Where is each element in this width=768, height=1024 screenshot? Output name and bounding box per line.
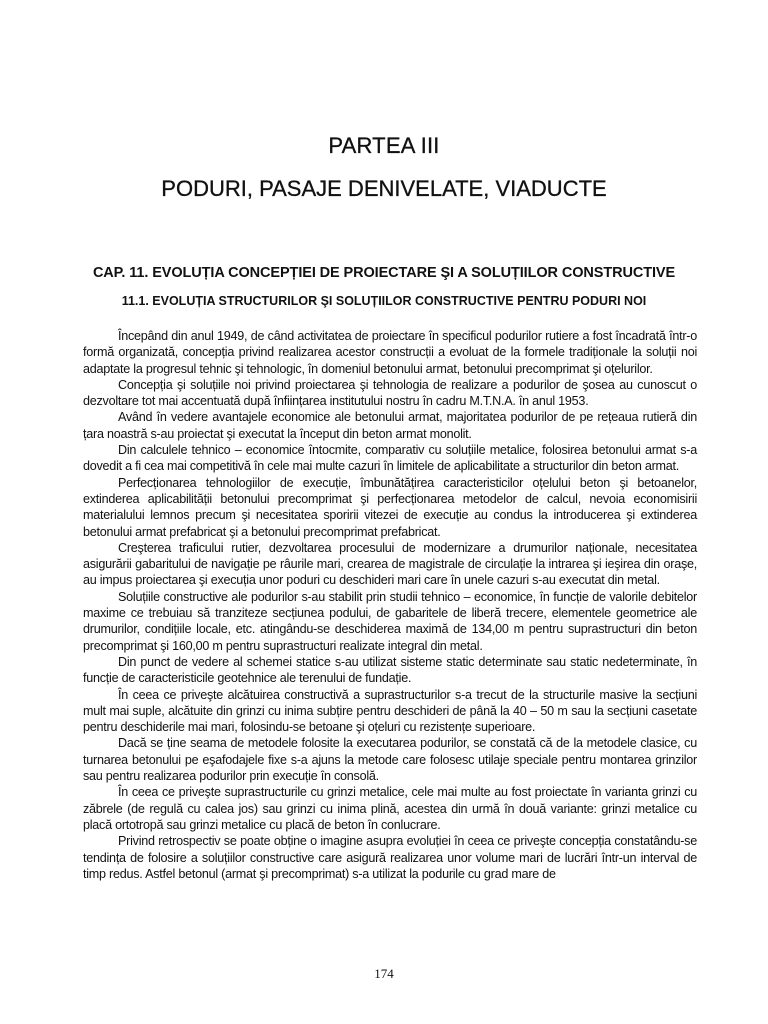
paragraph: Dacă se ține seama de metodele folosite la executarea podurilor, se constată că de la metodele clasice, cu turnarea betonului pe eşafodajele fixe s-a ajuns la metode care folosesc utilaje speciale pentru montarea grinzilor sau pentru realizarea podurilor prin execuție în consolă. bbox=[83, 736, 697, 784]
paragraph: În ceea ce priveşte alcătuirea constructivă a suprastructurilor s-a trecut de la structurile masive la secțiuni mult mai suple, alcătuite din grinzi cu inima subțire pentru deschideri de până la 40 – 50 m sau la secțiuni casetate pentru deschiderile mai mari, folosindu-se betoane şi oțeluri cu rezistențe superioare. bbox=[83, 687, 697, 735]
section-title: 11.1. EVOLUȚIA STRUCTURILOR ŞI SOLUȚIILOR CONSTRUCTIVE PENTRU PODURI NOI bbox=[121, 294, 647, 308]
paragraph: Soluțiile constructive ale podurilor s-au stabilit prin studii tehnico – economice, în funcție de valorile debitelor maxime ce trebuiau să tranziteze secțiunea podului, de gabaritele de liberă trecere, elementele geometrice ale drumurilor, condițiile locale, etc. atingându-se deschiderea maximă de 134,00 m pentru suprastructuri din beton precomprimat şi 160,00 m pentru suprastructuri realizate integral din metal. bbox=[83, 589, 697, 653]
chapter-title: CAP. 11. EVOLUȚIA CONCEPȚIEI DE PROIECTARE ŞI A SOLUȚIILOR CONSTRUCTIVE bbox=[92, 265, 676, 281]
paragraph: Având în vedere avantajele economice ale betonului armat, majoritatea podurilor de pe rețeaua rutieră din țara noastră s-au proiectat şi executat la început din beton armat monolit. bbox=[83, 410, 697, 441]
paragraph: Concepția şi soluțiile noi privind proiectarea şi tehnologia de realizare a podurilor de şosea au cunoscut o dezvoltare tot mai accentuată după înființarea institutului nostru în cadru M.T.N.A. în anul 1953. bbox=[83, 377, 697, 409]
part-subtitle: PODURI, PASAJE DENIVELATE, VIADUCTE bbox=[161, 176, 607, 201]
page-number: 174 bbox=[374, 966, 394, 981]
paragraph: Perfecționarea tehnologiilor de execuție, îmbunătățirea caracteristicilor oțelului beton şi betoanelor, extinderea aplicabilității betonului precomprimat şi perfecționarea metodelor de calcul, nevoia economisirii materialului lemnos precum şi necesitatea sporirii vitezei de execuție au condus la introducerea şi extinderea betonului armat prefabricat şi a betonului precomprimat prefabricat. bbox=[83, 475, 697, 539]
paragraph: Creşterea traficului rutier, dezvoltarea procesului de modernizare a drumurilor naționale, necesitatea asigurării gabaritului de navigație pe râurile mari, crearea de magistrale de circulație la intrarea şi ieşirea din oraşe, au impus proiectarea şi execuția unor poduri cu deschideri mari care în unele cazuri s-au executat din metal. bbox=[83, 540, 697, 588]
paragraph: Din calculele tehnico – economice întocmite, comparativ cu soluțiile metalice, folosirea betonului armat s-a dovedit a fi cea mai competitivă în cele mai multe cazuri în limitele de aplicabilitate a structurilor din beton armat. bbox=[83, 443, 697, 474]
part-title: PARTEA III bbox=[328, 133, 440, 158]
body-text bbox=[83, 328, 697, 882]
paragraph: Din punct de vedere al schemei statice s-au utilizat sisteme static determinate sau static nedeterminate, în funcție de caracteristicile geotehnice ale terenului de fundație. bbox=[83, 654, 697, 686]
paragraph: Privind retrospectiv se poate obține o imagine asupra evoluției în ceea ce priveşte concepția constatându-se tendința de folosire a soluțiilor constructive care asigură realizarea unor volume mari de lucrări într-un interval de timp redus. Astfel betonul (armat şi precomprimat) s-a utilizat la podurile cu grad mare de bbox=[83, 834, 697, 881]
paragraph: În ceea ce priveşte suprastructurile cu grinzi metalice, cele mai multe au fost proiectate în varianta grinzi cu zăbrele (de regulă cu calea jos) sau grinzi cu inima plină, acestea din urmă în două variante: grinzi metalice cu placă ortotropă sau grinzi metalice cu placă de beton în conlucrare. bbox=[83, 785, 697, 832]
paragraph: Începând din anul 1949, de când activitatea de proiectare în specificul podurilor rutiere a fost încadrată într-o formă organizată, concepția privind realizarea acestor construcții a evoluat de la formele tradiționale la soluții noi adaptate la progresul tehnic şi tehnologic, în domeniul betonului armat, betonului precomprimat şi oțelurilor. bbox=[83, 329, 697, 376]
